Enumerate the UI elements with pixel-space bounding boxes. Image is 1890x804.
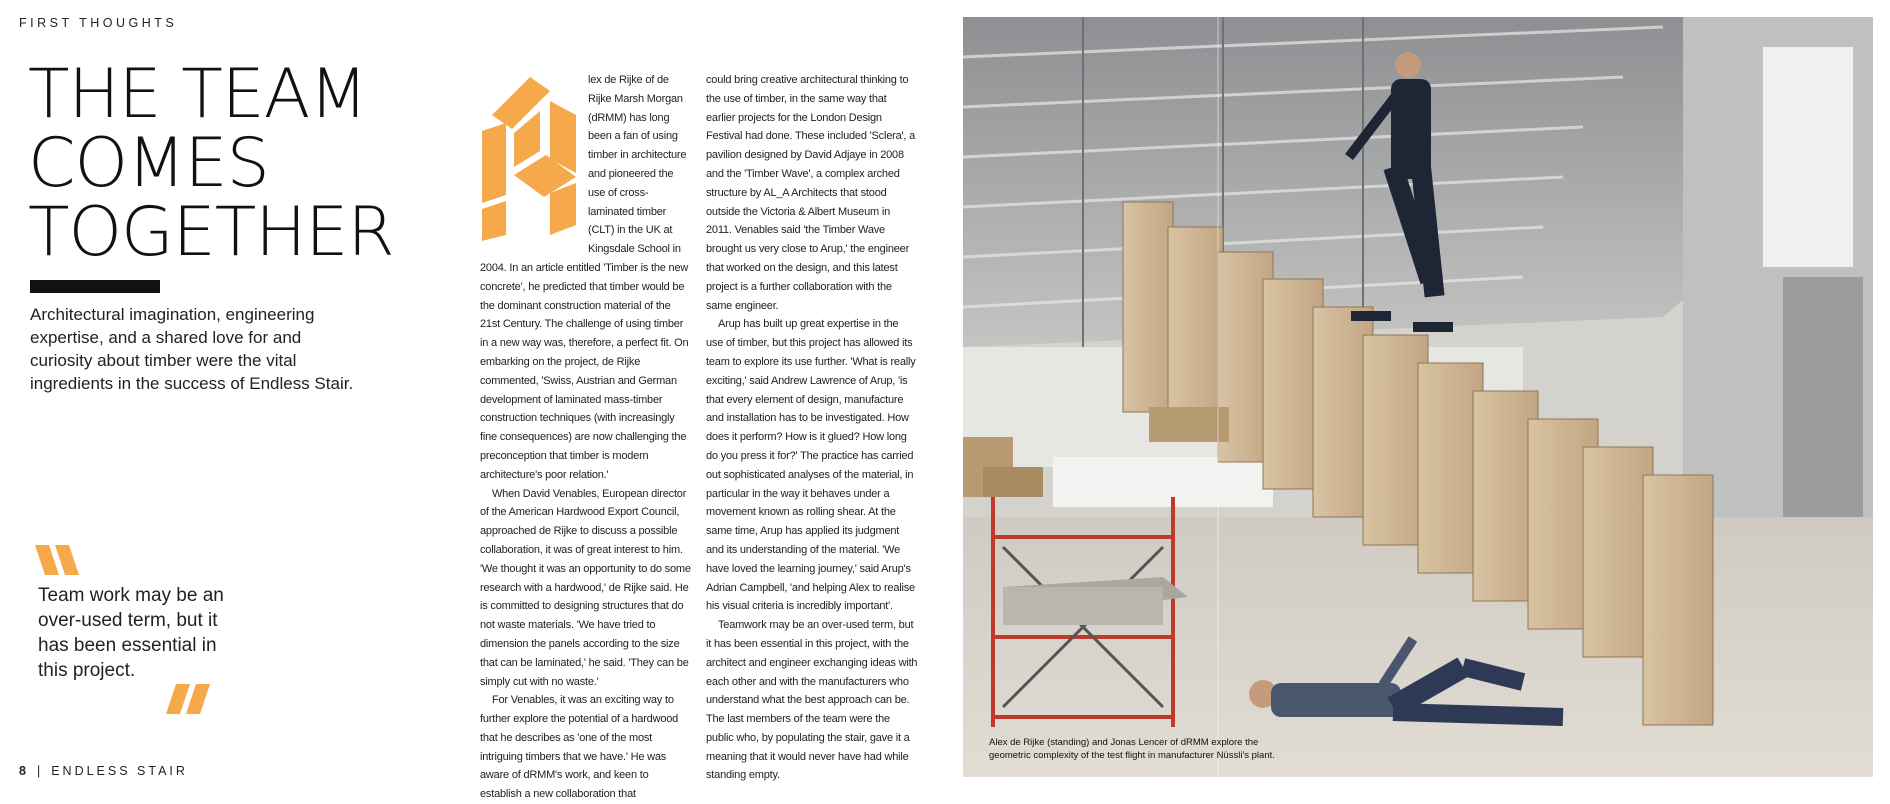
standfirst: Architectural imagination, engineering expertise, and a shared love for and curiosity about timber were the vital ingredients in the success of Endless Stair. (30, 305, 354, 393)
headline-rule (30, 280, 160, 293)
article-paragraph: lex de Rijke of de Rijke Marsh Morgan (dRMM) has long been a fan of using timber in architecture and pioneered the use of cross-laminated timber (CLT) in the UK at Kingsdale School in 2004. In an article entitled 'Timber is the new concrete', he predicted that timber would be the dominant construction material of the 21st Century. The challenge of using timber in a new way was, therefore, a perfect fit. On embarking on the project, de Rijke commented, 'Swiss, Austrian and German development of laminated mass-timber construction techniques (with increasingly fine consequences) are now challenging the preconception that timber is modern architecture's poor relation.' (480, 74, 689, 481)
folio (19, 764, 188, 778)
folio-title: ENDLESS STAIR (51, 764, 188, 778)
headline-line: COMES (28, 124, 269, 203)
article-paragraph: Arup has built up great expertise in the use of timber, but this project has allowed its team to explore its use further. 'What is really exciting,' said Andrew Lawrence of Arup, 'is that every element of design, manufacture and installation has to be investigated. How does it perform? How is it glued? How long do you press it for?' The practice has carried out sophisticated analyses of the material, in particular in the way it behaves under a movement known as rolling shear. At the same time, Arup has applied its judgment and its understanding of the material. 'We have loved the learning journey,' said Arup's Adrian Campbell, 'and helping Alex to realise his visual criteria is incredibly important'. (706, 318, 916, 613)
stair-photo (963, 17, 1873, 777)
article-paragraph: could bring creative architectural thinking to the use of timber, in the same way that earlier projects for the London Design Festival had done. These included 'Sclera', a pavilion designed by David Adjaye in 2008 and the 'Timber Wave', a complex arched structure by AL_A Architects that stood outside the Victoria & Albert Museum in 2011. Venables said 'the Timber Wave brought us very close to Arup,' the engineer that worked on the design, and this latest project is a further collaboration with the same engineer. (706, 74, 916, 312)
section-label: FIRST THOUGHTS (19, 16, 178, 30)
open-quote-icon (35, 545, 83, 575)
page-number: 8 (19, 764, 29, 778)
headline (28, 55, 408, 272)
pull-quote: Team work may be an over-used term, but it has been essential in this project. (38, 585, 224, 681)
article-column-1 (480, 71, 692, 804)
article-paragraph: When David Venables, European director of the American Hardwood Export Council, approached de Rijke to discuss a possible collaboration, it was of great interest to him. 'We thought it was an opportunity to do some research with a hardwood,' de Rijke said. He is committed to designing structures that do not waste materials. 'We have tried to dimension the panels according to the size that can be laminated,' he said. 'They can be simply cut with no waste.' (480, 487, 691, 688)
article-paragraph: Teamwork may be an over-used term, but it has been essential in this project, with the architect and engineer exchanging ideas with each other and with the manufacturers who understand what the best approach can be. The last members of the team were the public who, by populating the stair, gave it a meaning that it would never have had while standing empty. (706, 619, 918, 782)
close-quote-icon (166, 684, 214, 714)
headline-line: TOGETHER (28, 193, 394, 272)
photo-caption: Alex de Rijke (standing) and Jonas Lencer of dRMM explore the geometric complexity of the test flight in manufacturer Nüssli's plant. (989, 737, 1275, 761)
dropcap-letter-a-icon (480, 75, 580, 243)
stair-photo-illustration (963, 17, 1873, 777)
article-column-2 (706, 71, 918, 785)
folio-separator: | (36, 764, 44, 778)
headline-line: THE TEAM (28, 55, 367, 134)
article-paragraph: For Venables, it was an exciting way to further explore the potential of a hardwood that he describes as 'one of the most intriguing timbers that we have.' He was aware of dRMM's work, and keen to establish a new collaboration that (480, 694, 679, 801)
